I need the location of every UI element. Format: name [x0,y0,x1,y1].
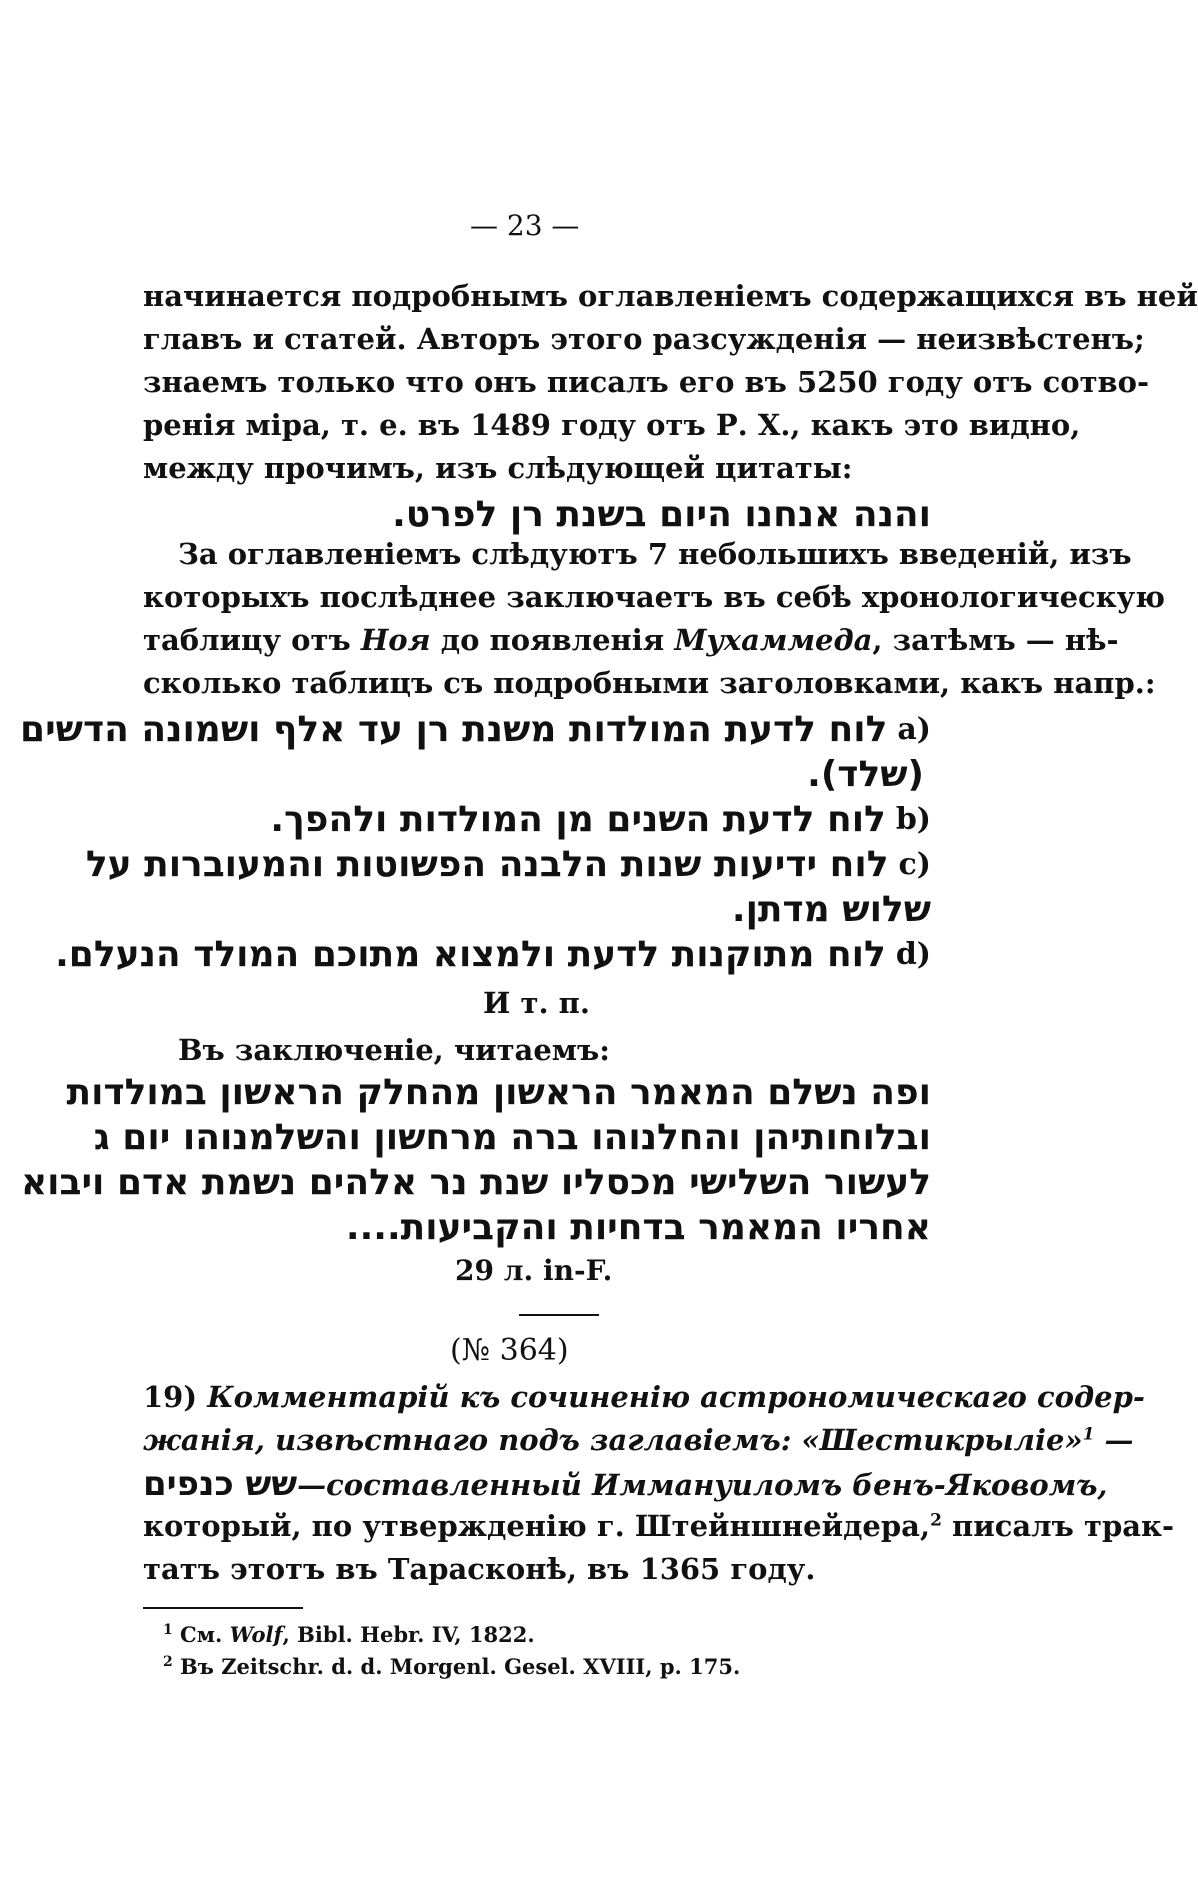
footnote-1-pre: См. [172,1622,230,1647]
colophon-line-2 [93,1117,931,1158]
entry-line-4-end: писалъ трак- [941,1509,1174,1543]
para1-line-5: между прочимъ, изъ слѣдующей цитаты: [143,451,853,485]
name-muhammad: Мухаммеда [674,623,873,657]
entry-title-1: Комментарій къ сочиненію астрономическаго содер- [207,1380,1145,1414]
table-c-line-1 [85,844,931,885]
footnote-1 [163,1623,535,1645]
table-d-line [55,934,931,975]
entry-line-3 [143,1464,1108,1504]
etc-line: И т. п. [483,986,590,1020]
table-d-text: לוח מתוקנות לדעת ולמצוא מתוכם המולד הנעלם. [55,934,886,975]
footnote-1-mark: 1 [163,1622,173,1638]
entry-title-2: жанія, извѣстнаго подъ заглавіемъ: «Шестикрыліе» [143,1423,1083,1457]
entry-line-4-text: который, по утвержденію г. Штейншнейдера, [143,1509,931,1543]
para2-line-4: сколько таблицъ съ подробными заголовками, какъ напр.: [143,666,1156,700]
para2-line-3-post: , затѣмъ — нѣ- [872,623,1119,657]
colophon-text-1: ופה נשלם המאמר הראשון מהחלק הראשון במולדות [66,1072,931,1113]
entry-line-5: татъ этотъ въ Тарасконѣ, въ 1365 году. [143,1552,816,1586]
footnote-ref-1: 1 [1082,1424,1095,1445]
table-b-marker: b) [895,802,931,837]
para1-line-1: начинается подробнымъ оглавленіемъ содержащихся въ ней [143,279,1198,313]
colophon-line-1 [66,1072,931,1113]
para2-line-3 [143,623,1119,657]
table-c-text: לוח ידיעות שנות הלבנה הפשוטות והמעוברות על [85,844,889,885]
para2-line-1: За оглавленіемъ слѣдуютъ 7 небольшихъ введеній, изъ [178,537,1132,571]
para2-line-3-pre: таблицу отъ [143,623,351,657]
entry-line-3-rest: —составленный Иммануиломъ бенъ-Яковомъ, [297,1468,1108,1502]
entry-title-line-1 [143,1380,1145,1414]
separator-rule [519,1314,599,1316]
table-a-text-cont: (שלד). [807,754,924,795]
para2-line-3-mid: до появленія [440,623,665,657]
table-d-marker: d) [895,937,931,972]
table-c-line-2 [143,889,931,930]
footnote-1-post: , Bibl. Hebr. IV, 1822. [282,1622,535,1647]
entry-title-2-dash: — [1094,1423,1134,1457]
name-noah: Ноя [360,623,431,657]
page-number: — 23 — [470,209,580,242]
footnote-2-text: Въ Zeitschr. d. d. Morgenl. Gesel. XVIII, p. 175. [172,1654,741,1679]
footnote-ref-2: 2 [930,1510,942,1531]
table-b-text: לוח לדעת השנים מן המולדות ולהפך. [270,799,886,840]
table-a-text: לוח לדעת המולדות משנת רן עד אלף ושמונה הדשים [20,709,888,750]
table-a-marker: a) [897,712,931,747]
table-c-text-cont: שלוש מדתן. [731,889,931,930]
colophon-line-4 [143,1207,931,1248]
hebrew-quote-text: והנה אנחנו היום בשנת רן לפרט. [392,494,931,535]
entry-number: (№ 364) [450,1333,569,1368]
entry-line-4 [143,1509,1174,1543]
table-b-line [143,799,931,840]
conclusion-label: Въ заключеніе, читаемъ: [178,1033,610,1067]
hebrew-title: שש כנפים [143,1464,298,1504]
hebrew-quote [143,494,931,535]
footnote-1-name: Wolf [229,1622,283,1647]
para1-line-3: знаемъ только что онъ писалъ его въ 5250 году отъ сотво- [143,365,1150,399]
colophon-text-2: ובלוחותיהן והחלנוהו ברה מרחשון והשלמנוהו יום ג [93,1117,931,1158]
table-a-line-1 [20,709,931,750]
para2-line-2: которыхъ послѣднее заключаетъ въ себѣ хронологическую [143,580,1165,614]
footnote-2-mark: 2 [163,1654,173,1670]
leaves-info: 29 л. in-F. [455,1254,613,1287]
para1-line-2: главъ и статей. Авторъ этого разсужденія — неизвѣстенъ; [143,322,1145,356]
para1-line-4: ренія міра, т. е. въ 1489 году отъ Р. Х., какъ это видно, [143,408,1081,442]
footnote-2 [163,1655,740,1677]
table-a-line-2 [143,754,924,795]
footnote-rule [143,1607,303,1609]
table-c-marker: c) [898,847,931,882]
colophon-text-3: לעשור השלישי מכסליו שנת נר אלהים נשמת אדם ויבוא [20,1162,931,1203]
entry-title-line-2 [143,1423,1134,1457]
entry-num: 19) [143,1380,198,1414]
colophon-line-3 [20,1162,931,1203]
colophon-text-4: אחריו המאמר בדחיות והקביעות.... [345,1207,931,1248]
